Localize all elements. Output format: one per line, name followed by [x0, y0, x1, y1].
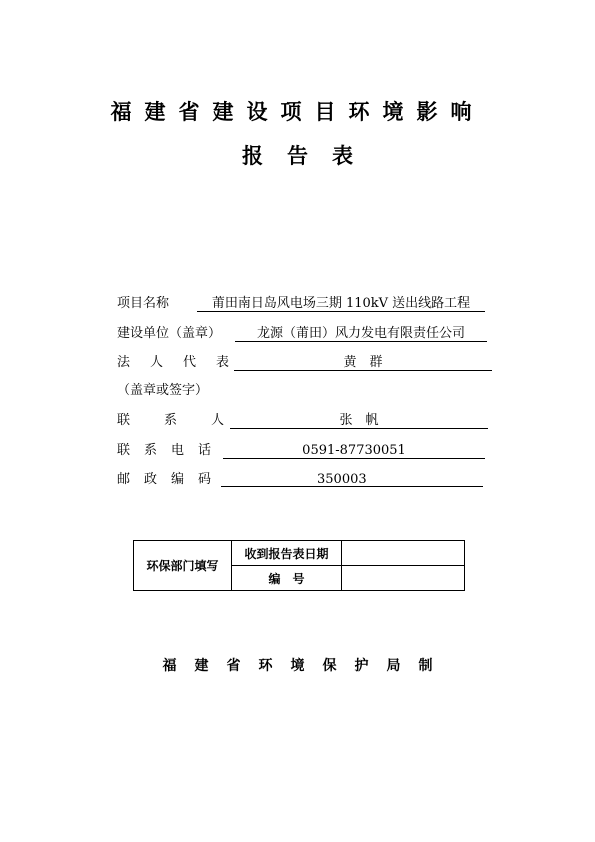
dept-header-cell: 环保部门填写: [134, 541, 232, 591]
seal-note: （盖章或签字）: [117, 383, 209, 398]
received-date-label: 收到报告表日期: [232, 541, 342, 566]
postcode-label: 邮政编码: [117, 472, 226, 487]
environment-dept-table: [133, 540, 465, 591]
builder-value: 龙源（莆田）风力发电有限责任公司: [235, 324, 487, 342]
legal-rep-label: 法人代表: [117, 355, 250, 370]
document-subtitle: 报告表: [242, 144, 377, 168]
document-title: 福建省建设项目环境影响: [110, 100, 485, 124]
phone-label: 联系电话: [117, 443, 226, 458]
project-name-label: 项目名称: [117, 296, 170, 311]
phone-value: 0591-87730051: [223, 441, 485, 459]
number-value: [342, 566, 465, 591]
number-label: 编 号: [232, 566, 342, 591]
builder-label: 建设单位（盖章）: [117, 326, 222, 341]
postcode-value: 350003: [221, 470, 483, 487]
legal-rep-value: 黄 群: [234, 353, 492, 371]
received-date-value: [342, 541, 465, 566]
issuing-authority: 福建省环境保护局制: [162, 658, 451, 674]
contact-label: 联系人: [117, 413, 259, 428]
project-name-value: 莆田南日岛风电场三期 110kV 送出线路工程: [197, 294, 485, 312]
contact-value: 张 帆: [230, 411, 488, 429]
